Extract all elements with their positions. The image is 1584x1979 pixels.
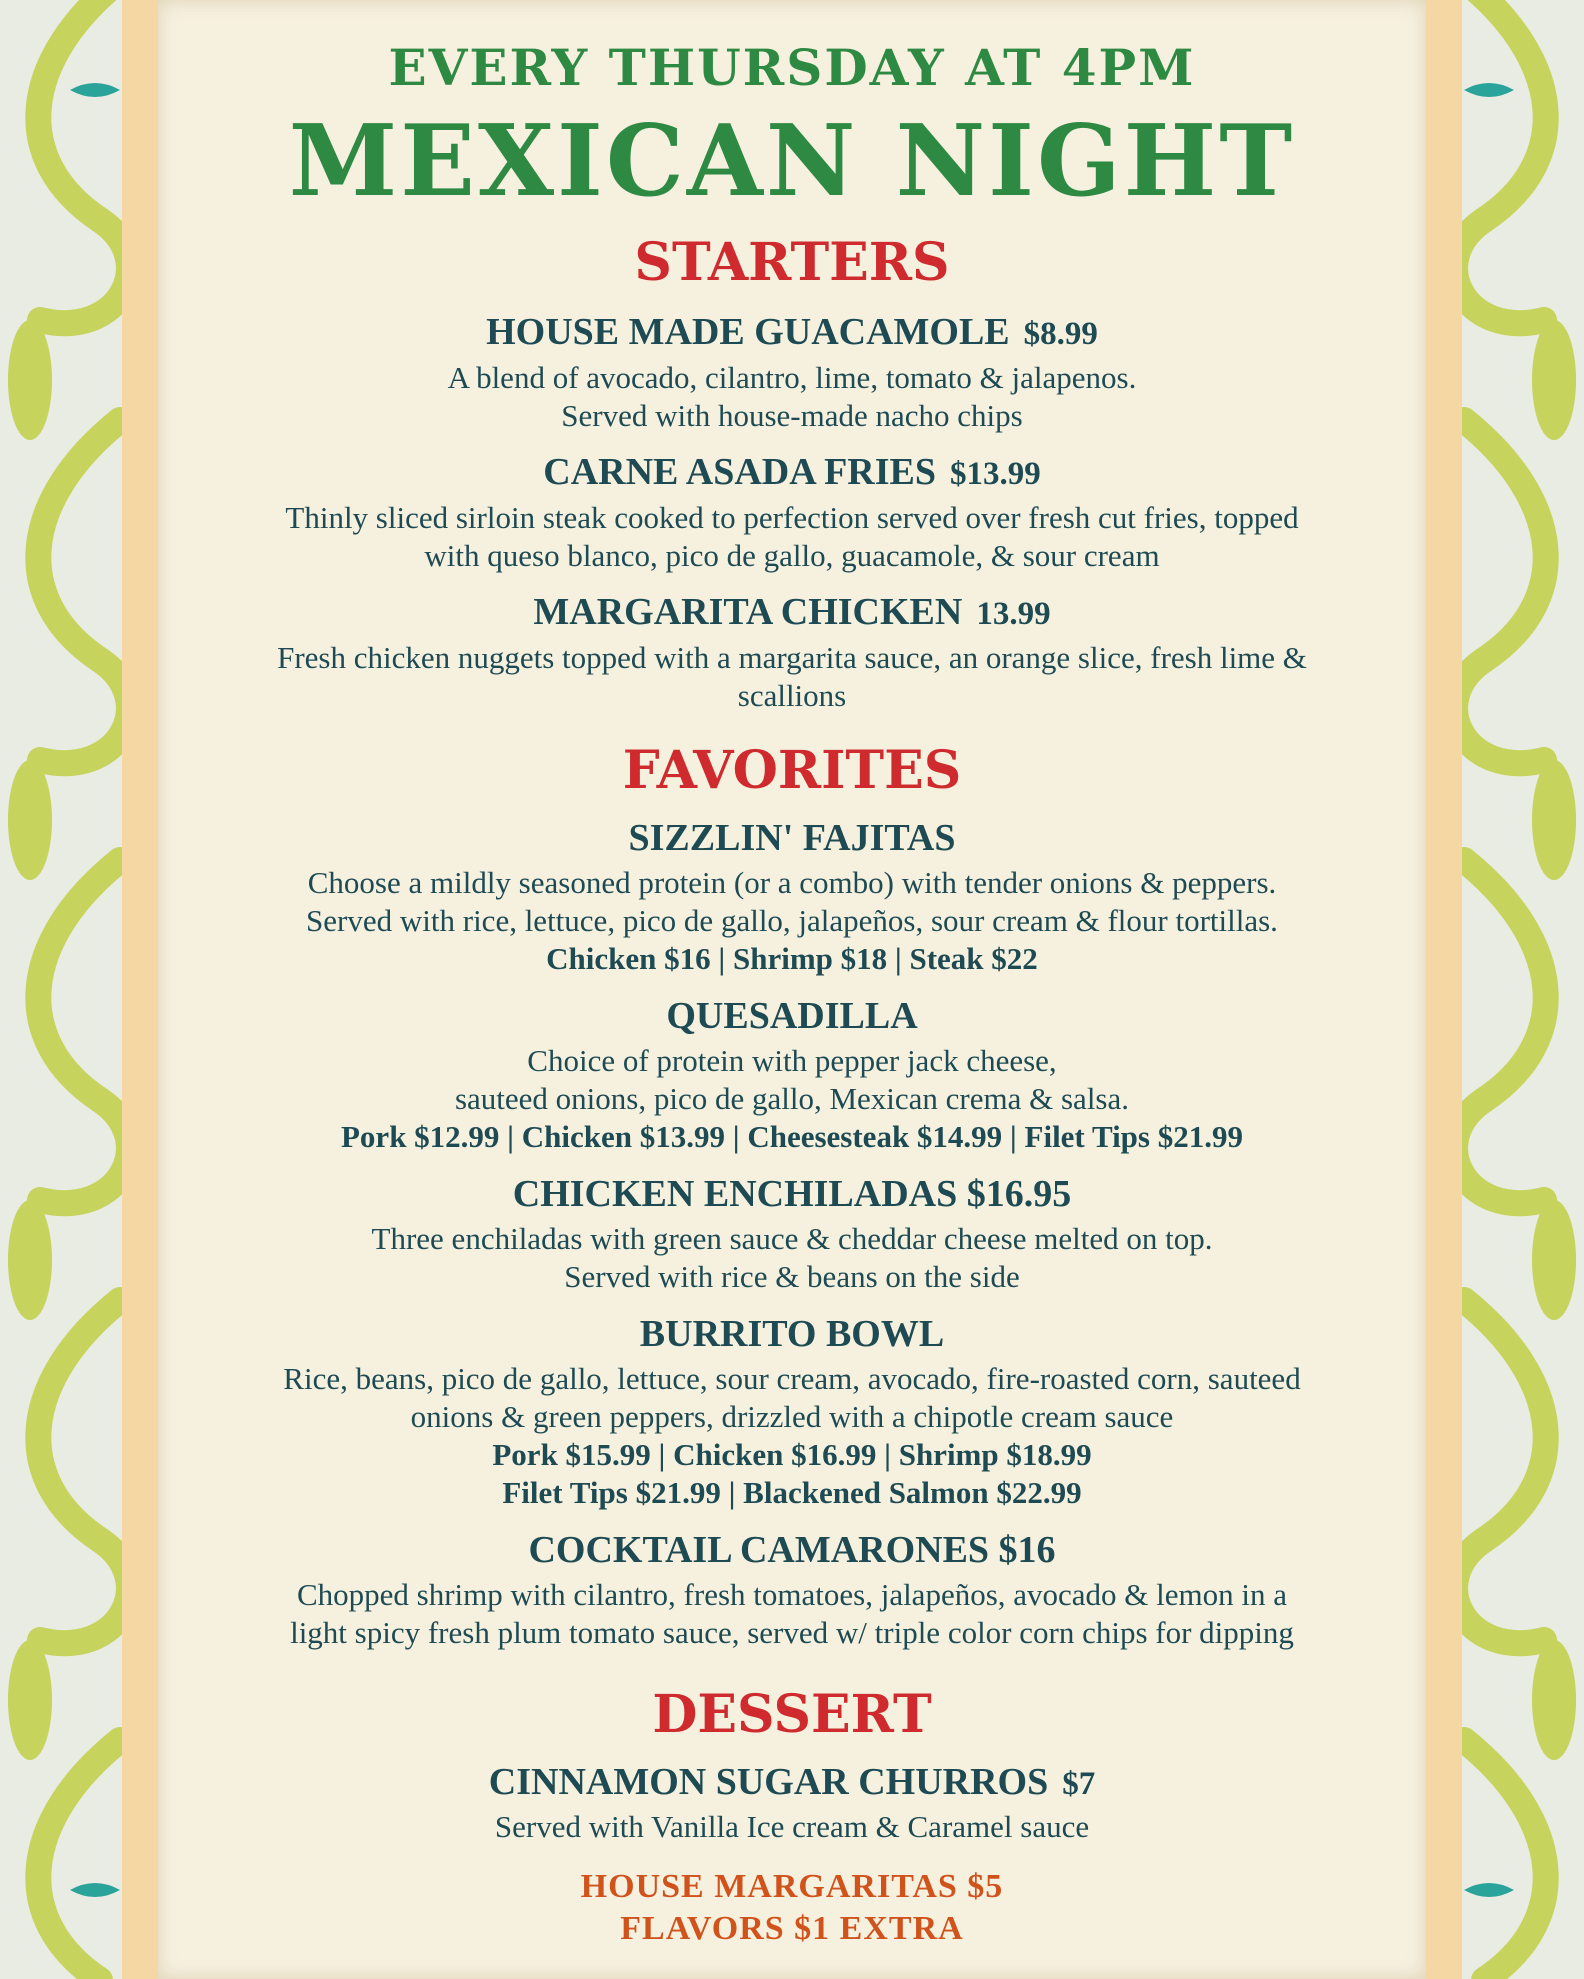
item-price: 13.99	[976, 596, 1051, 632]
description-line: Choice of protein with pepper jack cheese,	[527, 1043, 1057, 1078]
event-tagline: EVERY THURSDAY AT 4PM	[388, 38, 1196, 97]
item-price: $7	[1062, 1766, 1096, 1802]
section-heading-starters: STARTERS	[634, 232, 950, 293]
item-description-margarita-chicken	[158, 639, 1426, 715]
menu-title: MEXICAN NIGHT	[288, 104, 1296, 219]
item-title: CINNAMON SUGAR CHURROS	[488, 1761, 1049, 1803]
item-prices-burrito-bowl	[158, 1436, 1426, 1512]
item-name-burrito-bowl: BURRITO BOWL	[639, 1313, 945, 1355]
description-line: Served with rice, lettuce, pico de gallo, jalapeños, sour cream & flour tortillas.	[306, 903, 1278, 938]
item-prices-quesadilla	[158, 1118, 1426, 1156]
item-description-quesadilla	[158, 1042, 1426, 1118]
item-name-cocktail-camarones: COCKTAIL CAMARONES $16	[528, 1529, 1056, 1571]
item-name-chicken-enchiladas: CHICKEN ENCHILADAS $16.95	[512, 1173, 1072, 1215]
item-description-burrito-bowl	[158, 1360, 1426, 1436]
item-description-sizzlin-fajitas	[158, 864, 1426, 940]
menu-panel	[122, 0, 1462, 1979]
description-line: Rice, beans, pico de gallo, lettuce, sour cream, avocado, fire-roasted corn, sauteed	[283, 1361, 1301, 1396]
item-title: HOUSE MADE GUACAMOLE	[486, 311, 1010, 353]
price-line: Chicken $16 | Shrimp $18 | Steak $22	[546, 941, 1038, 976]
item-description-cinnamon-churros	[158, 1808, 1426, 1846]
description-line: sauteed onions, pico de gallo, Mexican crema & salsa.	[454, 1081, 1130, 1116]
description-line: Thinly sliced sirloin steak cooked to perfection served over fresh cut fries, topped	[285, 500, 1299, 535]
item-description-carne-asada-fries	[158, 499, 1426, 575]
drink-special-margaritas: HOUSE MARGARITAS $5	[580, 1868, 1004, 1905]
section-heading-dessert: DESSERT	[652, 1684, 932, 1745]
item-name-quesadilla: QUESADILLA	[666, 995, 918, 1037]
item-name-margarita-chicken	[158, 590, 1426, 634]
price-line: Pork $15.99 | Chicken $16.99 | Shrimp $18.99	[492, 1437, 1092, 1472]
item-title: MARGARITA CHICKEN	[533, 591, 963, 633]
description-line: Served with house-made nacho chips	[561, 398, 1023, 433]
description-line: Served with rice & beans on the side	[564, 1259, 1020, 1294]
description-line: Three enchiladas with green sauce & cheddar cheese melted on top.	[371, 1221, 1213, 1256]
description-line: Chopped shrimp with cilantro, fresh tomatoes, jalapeños, avocado & lemon in a	[296, 1577, 1288, 1612]
item-name-cinnamon-churros	[158, 1760, 1426, 1804]
item-price: $8.99	[1023, 316, 1098, 352]
item-title: CARNE ASADA FRIES	[543, 451, 936, 493]
item-name-guacamole	[158, 310, 1426, 354]
item-prices-sizzlin-fajitas	[158, 940, 1426, 978]
price-line: Pork $12.99 | Chicken $13.99 | Cheesesteak $14.99 | Filet Tips $21.99	[341, 1119, 1243, 1154]
description-line: Fresh chicken nuggets topped with a margarita sauce, an orange slice, fresh lime &	[277, 640, 1307, 675]
description-line: with queso blanco, pico de gallo, guacamole, & sour cream	[424, 538, 1160, 573]
description-line: light spicy fresh plum tomato sauce, served w/ triple color corn chips for dipping	[290, 1615, 1294, 1650]
description-line: Choose a mildly seasoned protein (or a combo) with tender onions & peppers.	[307, 865, 1277, 900]
description-line: scallions	[737, 678, 847, 713]
item-name-sizzlin-fajitas: SIZZLIN' FAJITAS	[628, 817, 956, 859]
price-line: Filet Tips $21.99 | Blackened Salmon $22.99	[502, 1475, 1082, 1510]
item-price: $13.99	[950, 456, 1041, 492]
drink-special-flavors: FLAVORS $1 EXTRA	[620, 1910, 964, 1947]
description-line: Served with Vanilla Ice cream & Caramel sauce	[494, 1809, 1090, 1844]
item-description-cocktail-camarones	[158, 1576, 1426, 1652]
description-line: A blend of avocado, cilantro, lime, tomato & jalapenos.	[447, 360, 1137, 395]
item-description-guacamole	[158, 359, 1426, 435]
item-description-chicken-enchiladas	[158, 1220, 1426, 1296]
description-line: onions & green peppers, drizzled with a chipotle cream sauce	[410, 1399, 1174, 1434]
section-heading-favorites: FAVORITES	[622, 740, 962, 801]
item-name-carne-asada-fries	[158, 450, 1426, 494]
